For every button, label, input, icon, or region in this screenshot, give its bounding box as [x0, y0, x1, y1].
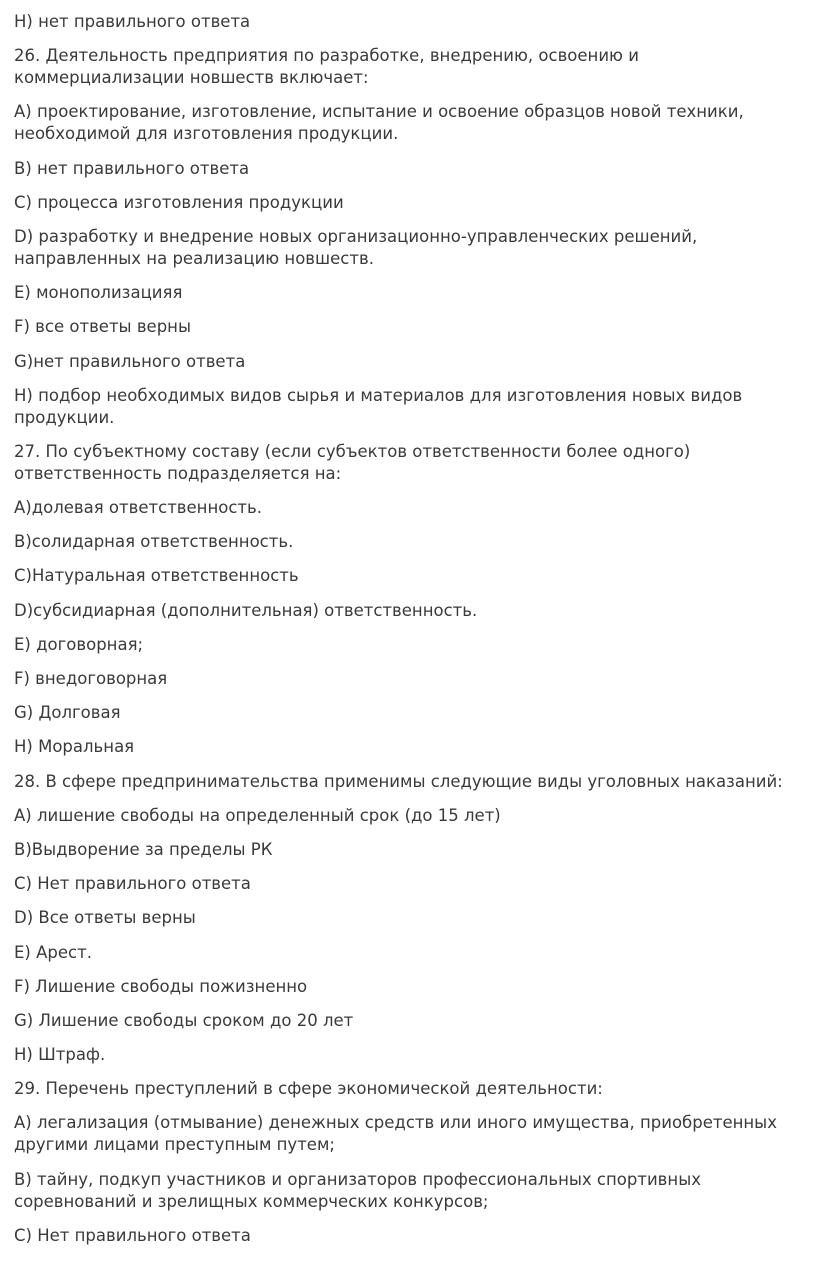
answer-option: С)Натуральная ответственность	[14, 566, 299, 586]
answer-option: F) внедоговорная	[14, 669, 168, 688]
answer-option: Е) договорная;	[14, 634, 144, 654]
answer-option: G) Долговая	[14, 703, 121, 723]
answer-option: А) легализация (отмывание) денежных средств или иного имущества, приобретенных другими лицами преступным путем;	[14, 1113, 777, 1155]
answer-option: G) Лишение свободы сроком до 20 лет	[14, 1010, 354, 1030]
answer-option: D)субсидиарная (дополнительная) ответственность.	[14, 600, 478, 620]
answer-option: H) нет правильного ответа	[14, 12, 251, 31]
answer-option: С) процесса изготовления продукции	[14, 192, 344, 212]
answer-option: H) Штраф.	[14, 1045, 106, 1065]
answer-option: А) лишение свободы на определенный срок (до 15 лет)	[14, 805, 501, 825]
answer-option: G)нет правильного ответа	[14, 351, 246, 371]
answer-option: H) Моральная	[14, 737, 135, 757]
answer-option: В)Выдворение за пределы РК	[14, 839, 273, 859]
answer-option: D) разработку и внедрение новых организационно-управленческих решений, направленных на реализацию новшеств.	[14, 226, 698, 268]
answer-option: F) Лишение свободы пожизненно	[14, 976, 308, 996]
answer-option: F) все ответы верны	[14, 317, 191, 337]
answer-option: А)долевая ответственность.	[14, 498, 263, 518]
answer-option: А) проектирование, изготовление, испытание и освоение образцов новой техники, необходимой для изготовления продукции.	[14, 102, 744, 144]
answer-option: В)солидарная ответственность.	[14, 532, 294, 552]
answer-option: Е) Арест.	[14, 942, 92, 962]
answer-option: D) Все ответы верны	[14, 908, 196, 928]
answer-option: С) Нет правильного ответа	[14, 874, 251, 894]
answer-option: Е) монополизацияя	[14, 283, 183, 303]
question-text: 29. Перечень преступлений в сфере экономической деятельности:	[14, 1079, 603, 1099]
answer-option: В) тайну, подкуп участников и организаторов профессиональных спортивных соревнований и зрелищных коммерческих конкурсов;	[14, 1169, 701, 1211]
question-text: 27. По субъектному составу (если субъектов ответственности более одного) ответственность подразделяется на:	[14, 441, 691, 483]
question-text: 26. Деятельность предприятия по разработке, внедрению, освоению и коммерциализации новшеств включает:	[14, 46, 639, 88]
answer-option: С) Нет правильного ответа	[14, 1225, 251, 1245]
answer-option: H) подбор необходимых видов сырья и материалов для изготовления новых видов продукции.	[14, 385, 743, 427]
answer-option: В) нет правильного ответа	[14, 158, 250, 178]
question-text: 28. В сфере предпринимательства применимы следующие виды уголовных наказаний:	[14, 771, 783, 791]
